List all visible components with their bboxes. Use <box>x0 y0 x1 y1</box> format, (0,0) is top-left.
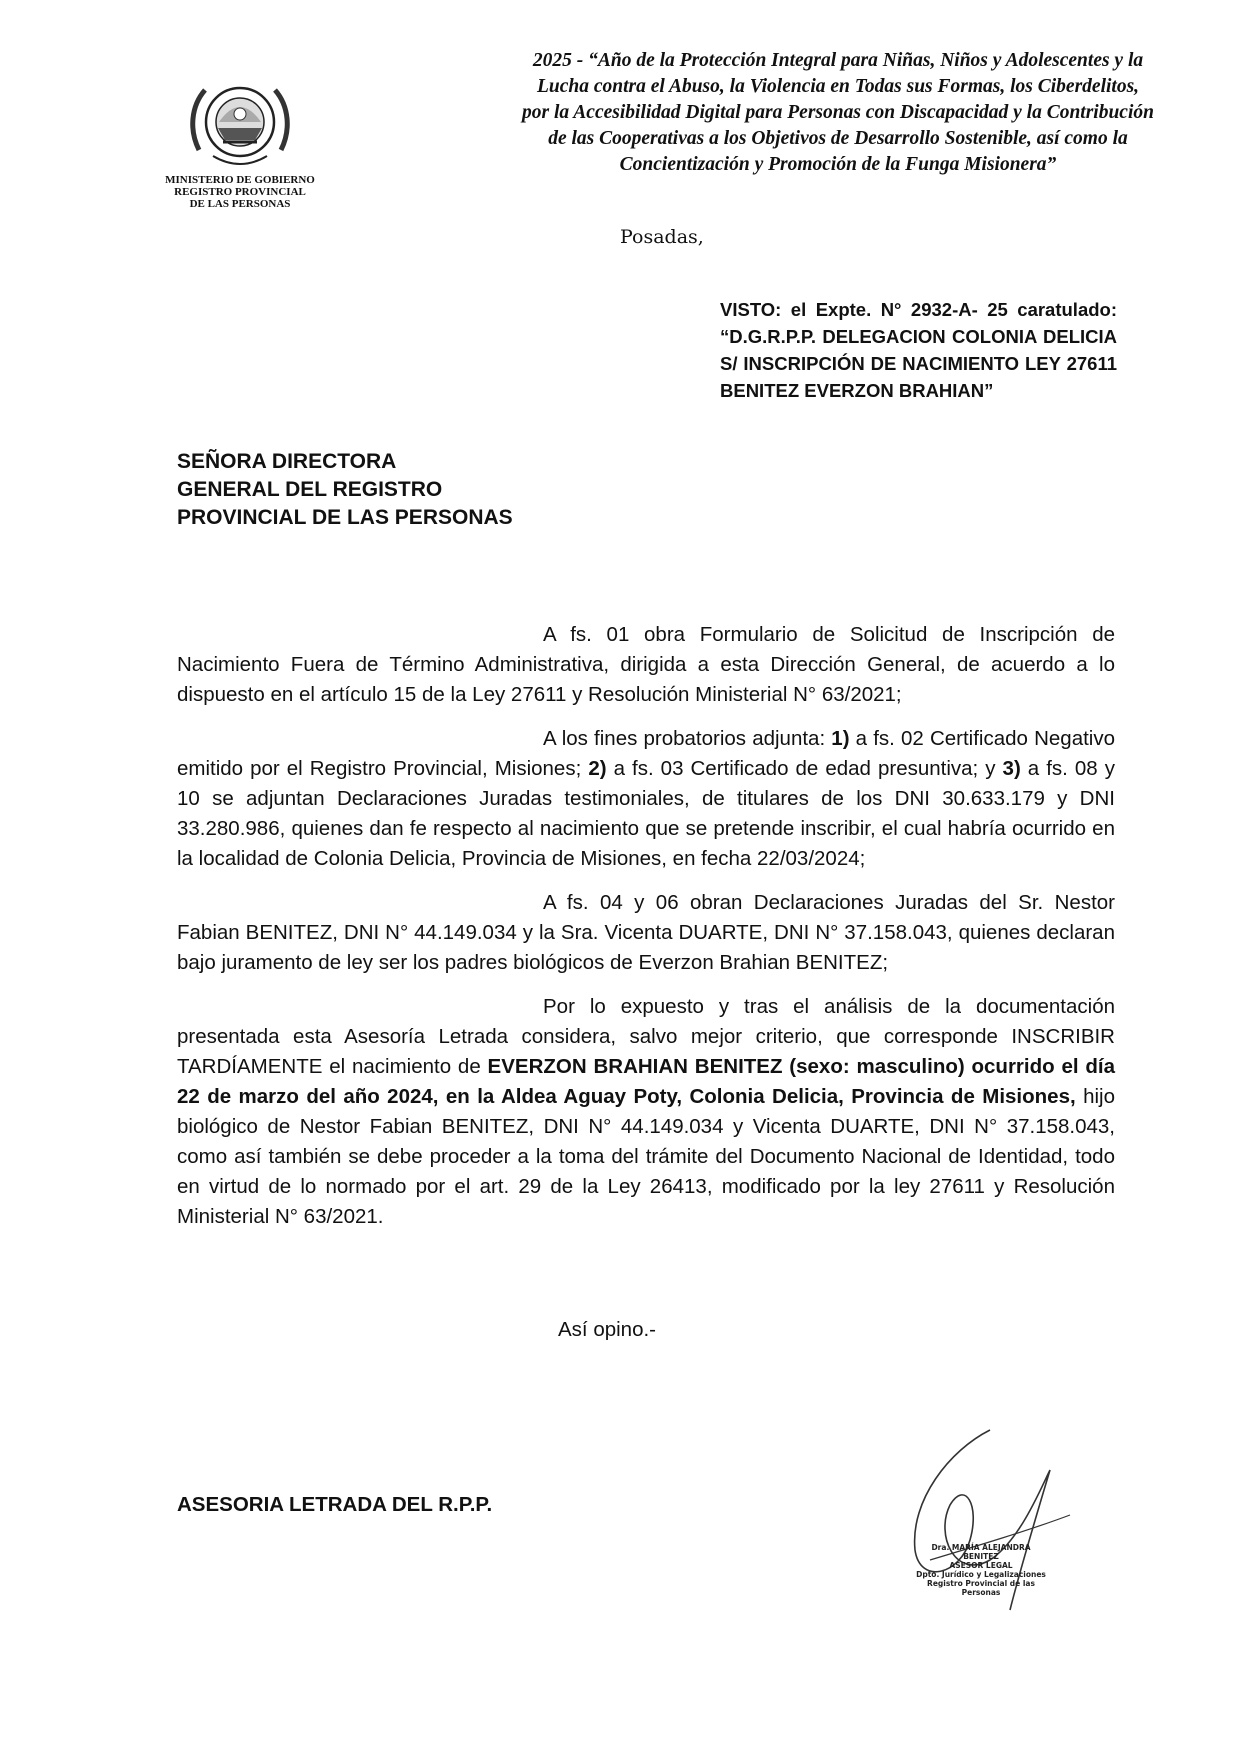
institution-header <box>150 72 330 210</box>
ministry-line-2: REGISTRO PROVINCIAL <box>174 186 306 198</box>
year-motto <box>478 48 1198 178</box>
motto-line: 2025 - “Año de la Protección Integral para Niñas, Niños y Adolescentes y la <box>532 50 1144 71</box>
stamp-line-4: Registro Provincial de las Personas <box>927 1579 1035 1597</box>
addressee-line-2: GENERAL DEL REGISTRO <box>177 478 443 501</box>
stamp-line-2: ASESOR LEGAL <box>949 1561 1013 1570</box>
province-seal-logo <box>185 72 295 172</box>
legal-advisor-stamp <box>916 1543 1046 1597</box>
stamp-line-3: Dpto. Jurídico y Legalizaciones <box>916 1570 1046 1579</box>
office-signature-label: ASESORIA LETRADA DEL R.P.P. <box>177 1493 493 1516</box>
motto-line: Concientización y Promoción de la Funga Misionera” <box>619 154 1057 175</box>
place-date: Posadas, <box>620 226 704 248</box>
paragraph-3: A fs. 04 y 06 obran Declaraciones Juradas del Sr. Nestor Fabian BENITEZ, DNI N° 44.149.034 y la Sra. Vicenta DUARTE, DNI N° 37.158.043, quienes declaran bajo juramento de ley ser los padres biológicos de Everzon Brahian BENITEZ; <box>177 891 1115 974</box>
paragraph-4: Por lo expuesto y tras el análisis de la documentación presentada esta Asesoría Letrada considera, salvo mejor criterio, que corresponde INSCRIBIR TARDÍAMENTE el nacimiento de EVERZON BRAHIAN BENITEZ (sexo: masculino) ocurrido el día 22 de marzo del año 2024, en la Aldea Aguay Poty, Colonia Delicia, Provincia de Misiones, hijo biológico de Nestor Fabian BENITEZ, DNI N° 44.149.034 y Vicenta DUARTE, DNI N° 37.158.043, como así también se debe proceder a la toma del trámite del Documento Nacional de Identidad, todo en virtud de lo normado por el art. 29 de la Ley 26413, modificado por la ley 27611 y Resolución Ministerial N° 63/2021. <box>177 995 1115 1228</box>
handwritten-signature <box>870 1410 1080 1660</box>
document-body <box>177 620 1115 1246</box>
motto-line: de las Cooperativas a los Objetivos de Desarrollo Sostenible, así como la <box>548 128 1128 149</box>
addressee-line-3: PROVINCIAL DE LAS PERSONAS <box>177 506 513 529</box>
motto-line: Lucha contra el Abuso, la Violencia en Todas sus Formas, los Ciberdelitos, <box>536 76 1140 97</box>
addressee-line-1: SEÑORA DIRECTORA <box>177 450 397 473</box>
ministry-line-3: DE LAS PERSONAS <box>189 198 291 210</box>
motto-line: por la Accesibilidad Digital para Personas con Discapacidad y la Contribución <box>522 102 1154 123</box>
ministry-line-1: MINISTERIO DE GOBIERNO <box>165 174 315 186</box>
visto-reference: VISTO: el Expte. N° 2932-A- 25 caratulado: “D.G.R.P.P. DELEGACION COLONIA DELICIA S/ INSCRIPCIÓN DE NACIMIENTO LEY 27611 BENITEZ EVERZON BRAHIAN” <box>720 299 1117 401</box>
addressee <box>177 448 513 532</box>
stamp-line-1: Dra. MARÍA ALEJANDRA BENITEZ <box>931 1543 1031 1561</box>
paragraph-1: A fs. 01 obra Formulario de Solicitud de Inscripción de Nacimiento Fuera de Término Administrativa, dirigida a esta Dirección General, de acuerdo a lo dispuesto en el artículo 15 de la Ley 27611 y Resolución Ministerial N° 63/2021; <box>177 623 1115 706</box>
paragraph-2: A los fines probatorios adjunta: 1) a fs. 02 Certificado Negativo emitido por el Registro Provincial, Misiones; 2) a fs. 03 Certificado de edad presuntiva; y 3) a fs. 08 y 10 se adjuntan Declaraciones Juradas testimoniales, de titulares de los DNI 30.633.179 y DNI 33.280.986, quienes dan fe respecto al nacimiento que se pretende inscribir, el cual habría ocurrido en la localidad de Colonia Delicia, Provincia de Misiones, en fecha 22/03/2024; <box>177 727 1115 870</box>
closing-statement: Así opino.- <box>558 1318 656 1341</box>
